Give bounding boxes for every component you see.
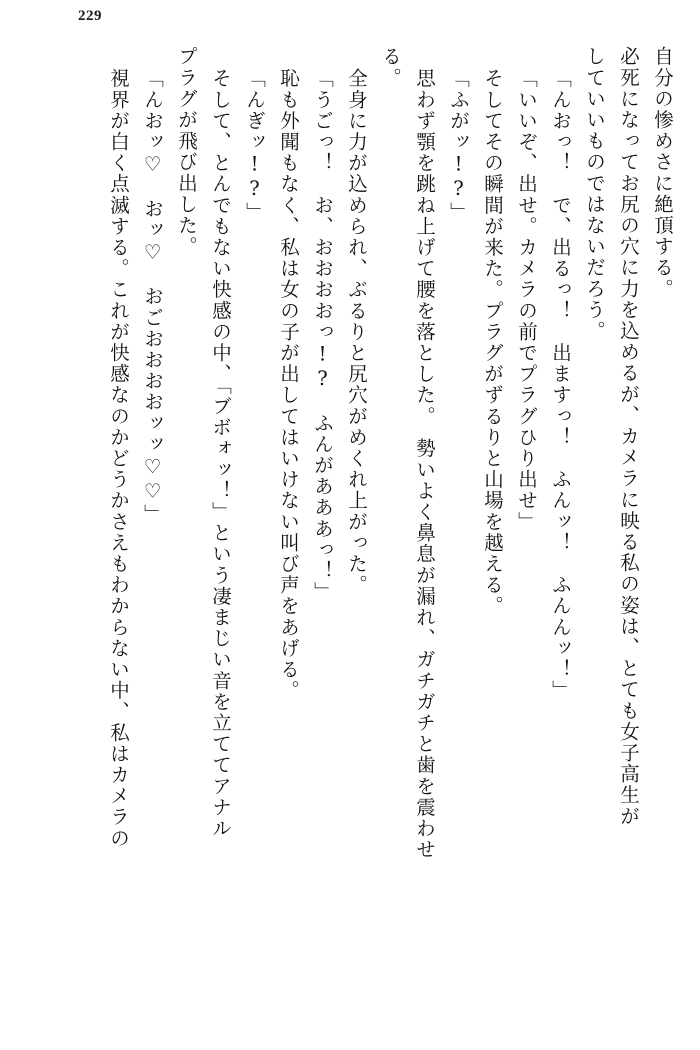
text-line: 「んぎッ!?」 [243,68,266,223]
text-line: 「いいぞ、出せ。カメラの前でプラグひり出せ」 [515,68,538,533]
text-line: 思わず顎を跳ね上げて腰を落とした。 勢いよく鼻息が漏れ、ガチガチと歯を震わせ [413,68,436,861]
text-line: していいものではないだろう。 [583,46,606,342]
text-line: 視界が白く点滅する。これが快感なのかどうかさえもわからない中、私はカメラの [107,68,130,849]
text-line: 恥も外聞もなく、私は女の子が出してはいけない叫び声をあげる。 [277,68,300,701]
text-line: そしてその瞬間が来た。プラグがずるりと山場を越える。 [481,68,504,617]
text-line: 「ふがッ!?」 [447,68,470,223]
text-line: 全身に力が込められ、ぶるりと尻穴がめくれ上がった。 [345,68,368,596]
text-line: 「んおっ！ で、出るっ！ 出ますっ！ ふんッ！ ふんんッ！」 [549,68,572,701]
text-line: 「うごっ！ お、おおおおっ!? ふんがあああっ！」 [311,68,334,603]
text-line: そして、とんでもない快感の中、「ブボォッ！」という凄まじい音を立ててアナル [209,68,232,839]
text-line: る。 [379,46,402,89]
text-line: 必死になってお尻の穴に力を込めるが、カメラに映る私の姿は、とても女子高生が [617,46,640,827]
text-line: 自分の惨めさに絶頂する。 [651,46,674,300]
page-number: 229 [78,8,102,24]
text-line: プラグが飛び出した。 [175,46,198,257]
text-line: 「んおッ♡ おッ♡ おごおおおおッッ♡♡」 [141,68,164,526]
vertical-body-text [28,46,672,1032]
